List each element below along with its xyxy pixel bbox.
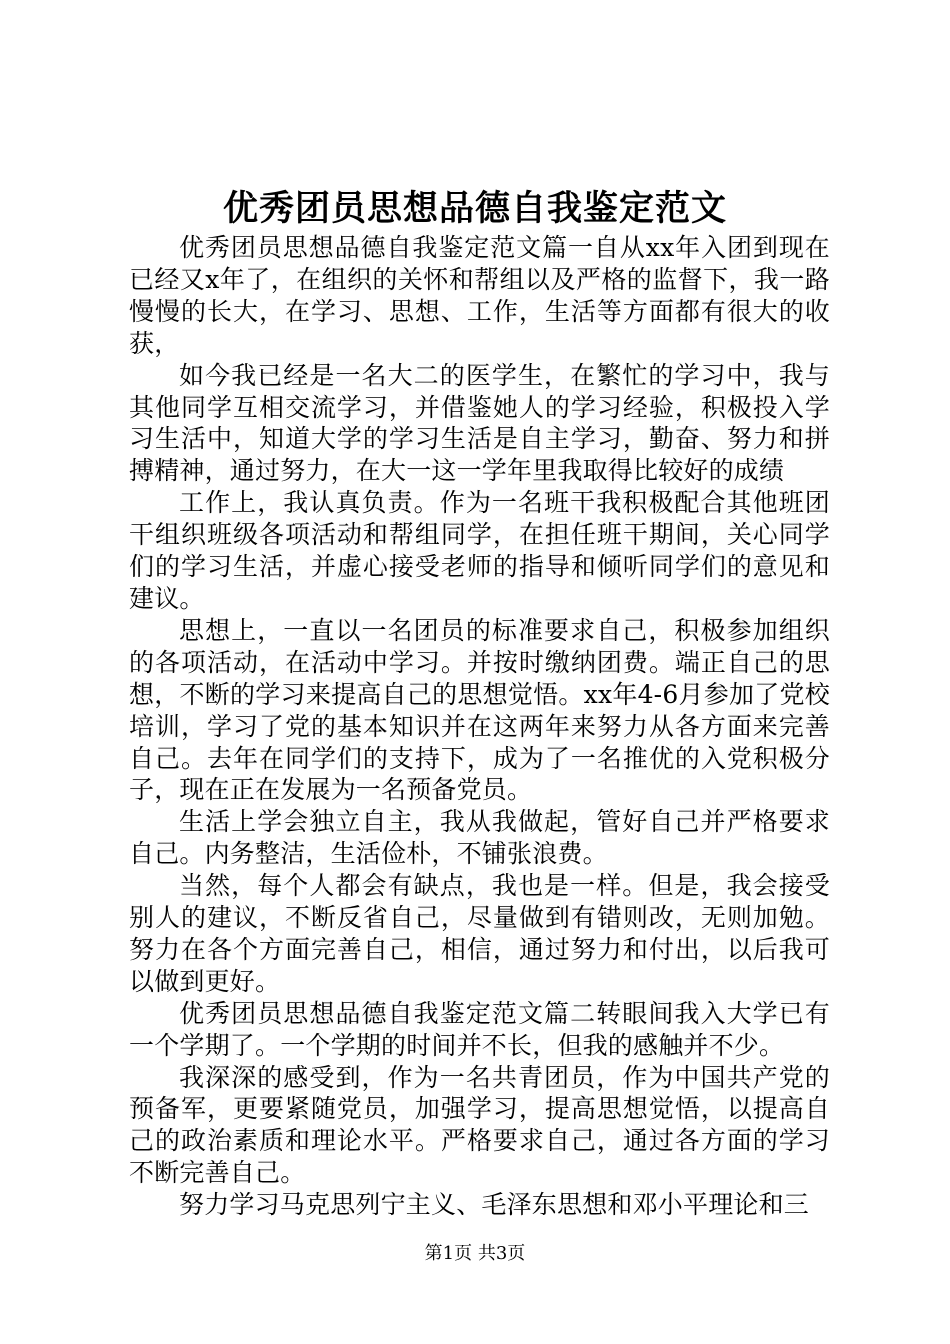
paragraph-9: 努力学习马克思列宁主义、毛泽东思想和邓小平理论和三 [179,1190,810,1220]
paragraph-3: 工作上，我认真负责。作为一名班干我积极配合其他班团干组织班级各项活动和帮组同学，在担任班干期间，关心同学们的学习生活，并虚心接受老师的指导和倾听同学们的意见和建议。 [129,488,830,613]
paragraph-7: 优秀团员思想品德自我鉴定范文篇二转眼间我入大学已有一个学期了。一个学期的时间并不长，但我的感触并不少。 [129,998,830,1060]
paragraph-5: 生活上学会独立自主，我从我做起，管好自己并严格要求自己。内务整洁，生活俭朴，不铺张浪费。 [129,807,830,869]
document-title: 优秀团员思想品德自我鉴定范文 [222,188,727,229]
document-body [129,232,830,1221]
paragraph-4: 思想上，一直以一名团员的标准要求自己，积极参加组织的各项活动，在活动中学习。并按时缴纳团费。端正自己的思想，不断的学习来提高自己的思想觉悟。xx年4-6月参加了党校培训，学习了党的基本知识并在这两年来努力从各方面来完善自己。去年在同学们的支持下，成为了一名推优的入党积极分子，现在正在发展为一名预备党员。 [129,615,830,805]
paragraph-6: 当然，每个人都会有缺点，我也是一样。但是，我会接受别人的建议，不断反省自己，尽量做到有错则改，无则加勉。努力在各个方面完善自己，相信，通过努力和付出，以后我可以做到更好。 [129,871,830,996]
paragraph-1: 优秀团员思想品德自我鉴定范文篇一自从xx年入团到现在已经又x年了，在组织的关怀和帮组以及严格的监督下，我一路慢慢的长大，在学习、思想、工作，生活等方面都有很大的收获， [129,233,830,358]
paragraph-8: 我深深的感受到，作为一名共青团员，作为中国共产党的预备军，更要紧随党员，加强学习，提高思想觉悟，以提高自己的政治素质和理论水平。严格要求自己，通过各方面的学习不断完善自己。 [129,1062,830,1188]
paragraph-2: 如今我已经是一名大二的医学生，在繁忙的学习中，我与其他同学互相交流学习，并借鉴她人的学习经验，积极投入学习生活中，知道大学的学习生活是自主学习，勤奋、努力和拼搏精神，通过努力，在大一这一学年里我取得比较好的成绩 [129,360,830,486]
page-footer: 第1页 共3页 [424,1243,526,1264]
